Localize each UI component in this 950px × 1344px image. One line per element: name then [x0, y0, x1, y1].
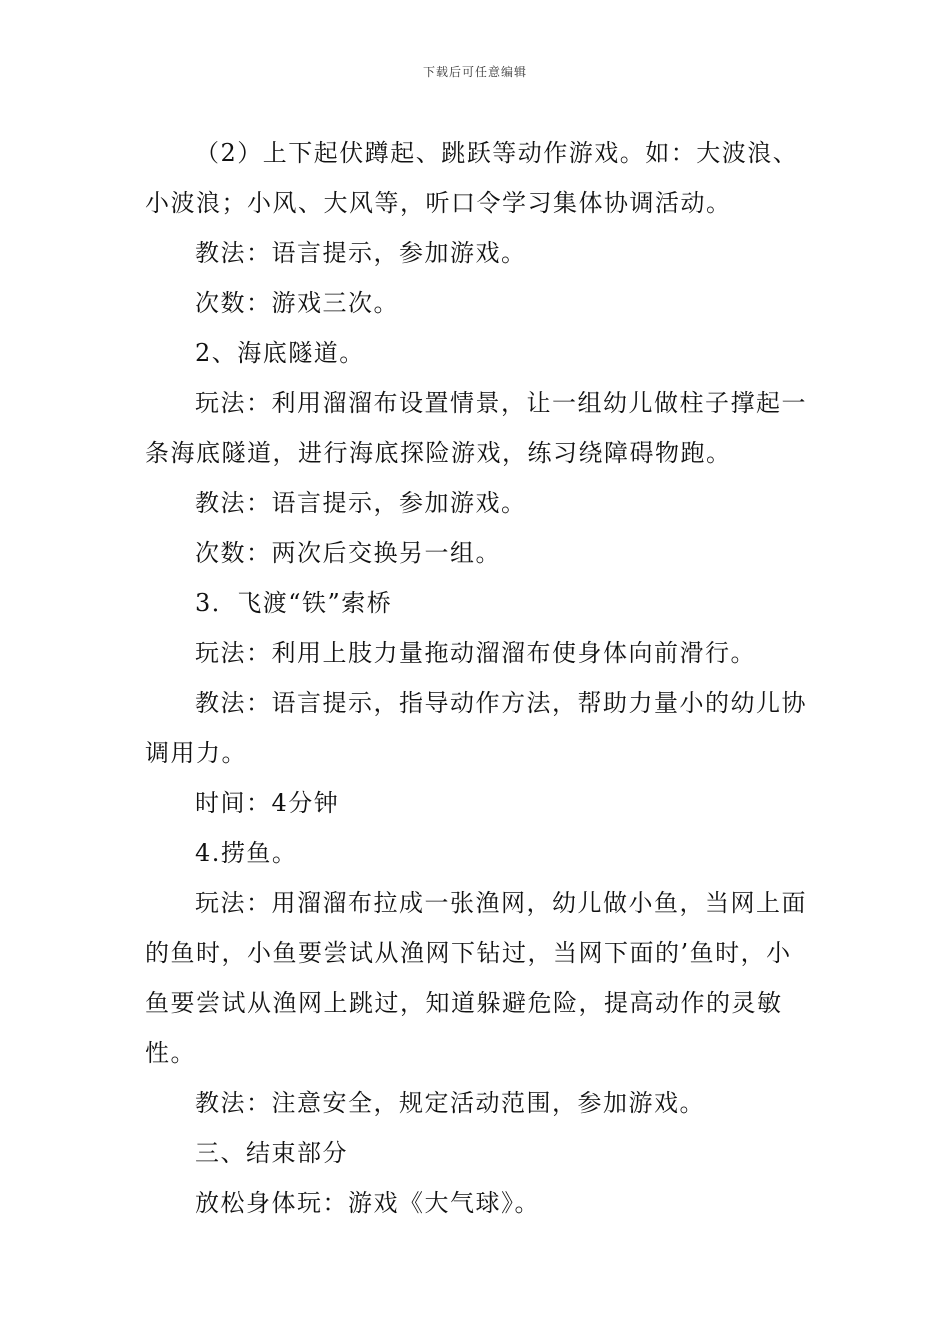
- document-body: [145, 128, 815, 1228]
- paragraph-times-1: 次数：游戏三次。: [195, 289, 399, 317]
- paragraph-relax-game: 放松身体玩：游戏《大气球》。: [195, 1189, 540, 1217]
- section-heading-fishing: 4.捞鱼。: [195, 839, 298, 867]
- page-header: 下载后可任意编辑: [422, 65, 527, 79]
- paragraph-method-3: 教法：语言提示，指导动作方法，帮助力量小的幼儿协调用力。: [145, 689, 807, 767]
- paragraph-method-1: 教法：语言提示，参加游戏。: [195, 239, 527, 267]
- paragraph-fishing-play: 玩法：用溜溜布拉成一张渔网，幼儿做小鱼，当网上面的鱼时，小鱼要尝试从渔网下钻过，当网下面的’鱼时，小鱼要尝试从渔网上跳过，知道躲避危险，提高动作的灵敏性。: [145, 889, 807, 1067]
- paragraph-method-2: 教法：语言提示，参加游戏。: [195, 489, 527, 517]
- paragraph-bridge-play: 玩法：利用上肢力量拖动溜溜布使身体向前滑行。: [195, 639, 756, 667]
- section-heading-tunnel: 2、海底隧道。: [195, 339, 365, 367]
- paragraph-method-4: 教法：注意安全，规定活动范围，参加游戏。: [195, 1089, 705, 1117]
- section-heading-ending: 三、结束部分: [195, 1139, 348, 1167]
- section-heading-bridge: 3．飞渡“铁”索桥: [195, 589, 393, 617]
- paragraph-waves-game: （2）上下起伏蹲起、跳跃等动作游戏。如：大波浪、小波浪；小风、大风等，听口令学习集体协调活动。: [145, 139, 799, 217]
- paragraph-tunnel-play: 玩法：利用溜溜布设置情景，让一组幼儿做柱子撑起一条海底隧道，进行海底探险游戏，练习绕障碍物跑。: [145, 389, 807, 467]
- paragraph-time: 时间：4分钟: [195, 789, 340, 817]
- paragraph-times-2: 次数：两次后交换另一组。: [195, 539, 501, 567]
